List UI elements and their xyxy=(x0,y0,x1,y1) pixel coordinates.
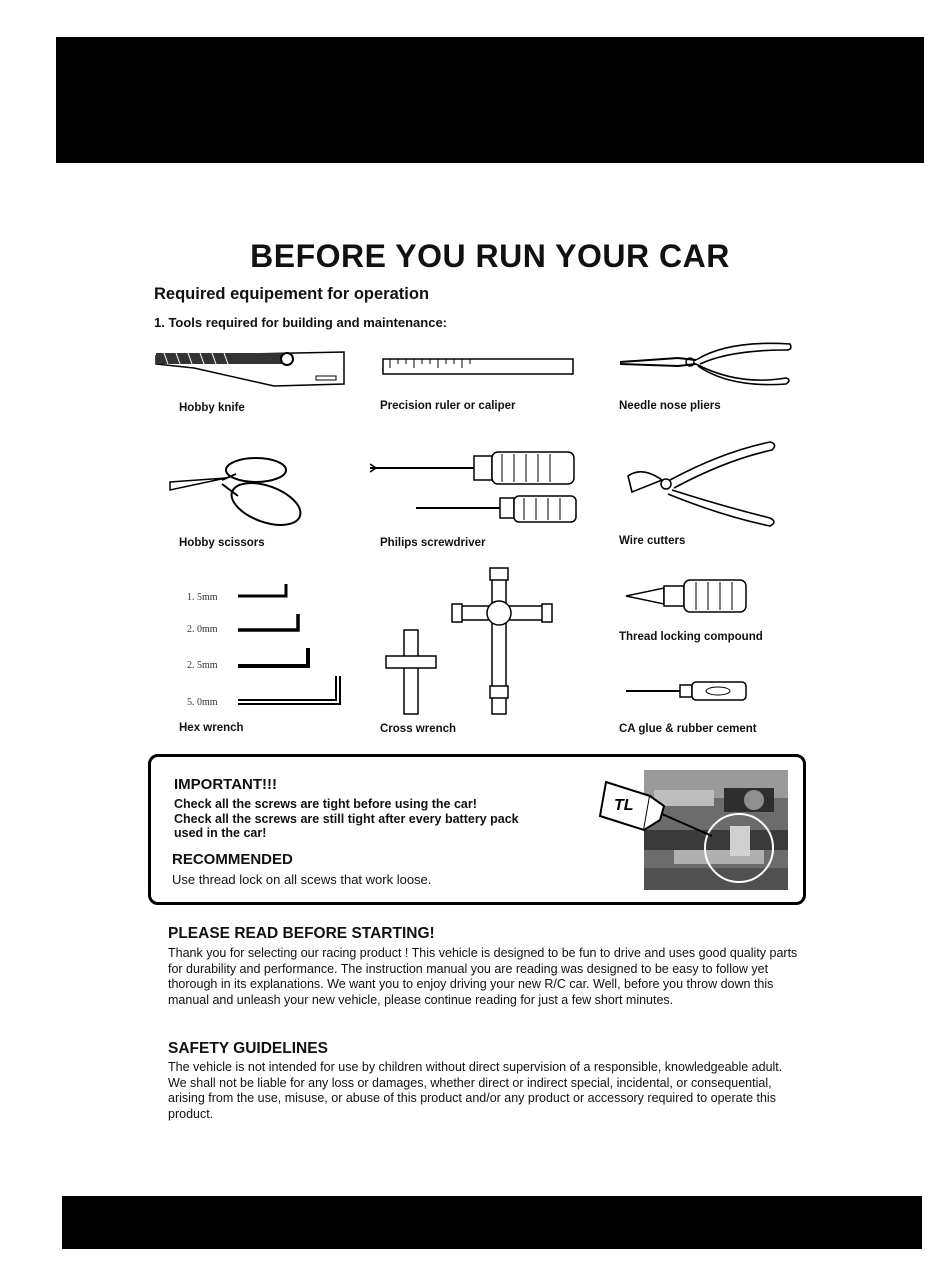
please-read-heading: PLEASE READ BEFORE STARTING! xyxy=(168,925,435,942)
tool-label-ruler: Precision ruler or caliper xyxy=(380,400,516,412)
page-title: BEFORE YOU RUN YOUR CAR xyxy=(250,238,730,274)
screwdriver-icon xyxy=(368,450,578,525)
needle-nose-pliers-icon xyxy=(618,338,794,388)
ca-glue-icon xyxy=(624,680,750,702)
page-subtitle: Required equipement for operation xyxy=(154,285,430,303)
ruler-icon xyxy=(382,358,574,376)
bottle-label: TL xyxy=(614,797,634,814)
tool-label-needle-pliers: Needle nose pliers xyxy=(619,400,721,412)
safety-heading: SAFETY GUIDELINES xyxy=(168,1040,328,1057)
tool-label-cross-wrench: Cross wrench xyxy=(380,723,457,735)
hex-size-label: 2. 0mm xyxy=(187,624,218,635)
please-read-text: Thank you for selecting our racing product ! This vehicle is designed to be fun to drive and uses good quality parts for durability and performance. The instruction manual you are reading was designed to be easy to follow yet thorough in its explanations. We want you to enjoy driving your new R/C car. Well, before you throw down this manual and unleash your new vehicle, please continue reading for just a few short minutes. xyxy=(168,946,798,1007)
hex-size-label: 2. 5mm xyxy=(187,660,218,671)
thread-lock-bottle-illustration xyxy=(600,770,690,860)
recommended-text: Use thread lock on all scews that work loose. xyxy=(172,872,432,887)
header-bar xyxy=(56,37,924,163)
important-line: Check all the screws are still tight after every battery pack used in the car! xyxy=(174,812,519,840)
important-heading: IMPORTANT!!! xyxy=(174,776,278,793)
safety-text: The vehicle is not intended for use by children without direct supervision of a responsible, knowledgeable adult. We shall not be liable for any loss or damages, whether direct or indirect special, incidental, or consequential, arising from the use, misuse, or abuse of this product and/or any product or accessory required to operate this product. xyxy=(168,1060,783,1121)
important-line: Check all the screws are tight before using the car! xyxy=(174,797,477,811)
tool-label-scissors: Hobby scissors xyxy=(179,537,265,549)
thread-lock-bottle-icon xyxy=(624,578,750,614)
tool-label-hobby-knife: Hobby knife xyxy=(179,402,245,414)
tool-label-screwdriver: Philips screwdriver xyxy=(380,537,486,549)
wire-cutters-icon xyxy=(622,436,780,530)
cross-wrench-icon xyxy=(384,568,556,718)
tool-label-wire-cutters: Wire cutters xyxy=(619,535,686,547)
scissors-icon xyxy=(166,452,306,528)
tool-label-ca-glue: CA glue & rubber cement xyxy=(619,723,757,735)
recommended-heading: RECOMMENDED xyxy=(172,851,293,868)
footer-bar xyxy=(62,1196,922,1249)
tool-label-hex-wrench: Hex wrench xyxy=(179,722,244,734)
hex-size-label: 5. 0mm xyxy=(187,697,218,708)
section-tools-heading: 1. Tools required for building and maintenance: xyxy=(154,315,448,330)
tool-label-thread-lock: Thread locking compound xyxy=(619,631,763,643)
hex-wrench-icon xyxy=(236,580,346,710)
hobby-knife-icon xyxy=(154,348,346,388)
hex-size-label: 1. 5mm xyxy=(187,592,218,603)
